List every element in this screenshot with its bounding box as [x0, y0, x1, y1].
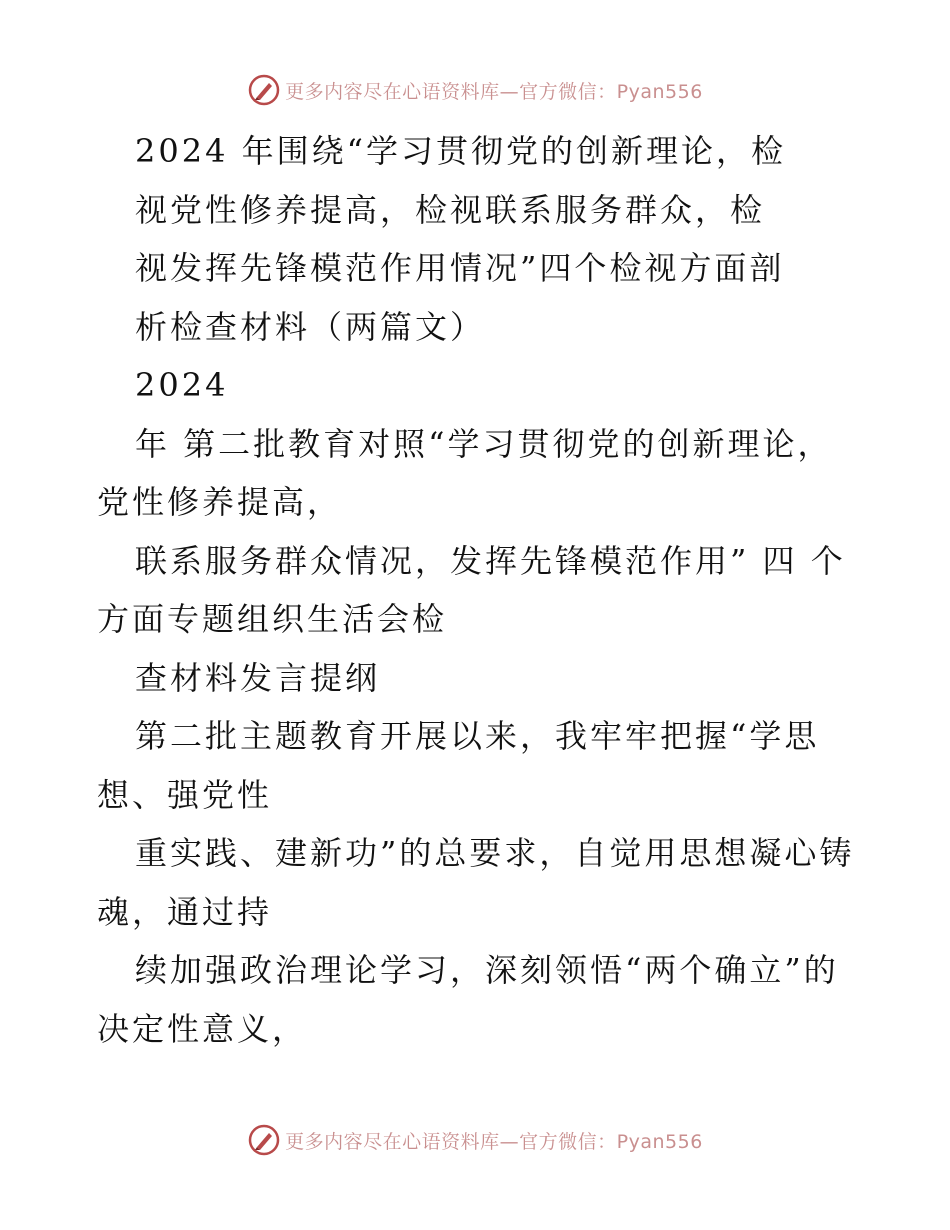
watermark-footer: [0, 1120, 950, 1160]
text-line: 年 第二批教育对照“学习贯彻党的创新理论，: [135, 424, 833, 463]
text-line: 2024 年围绕“学习贯彻党的创新理论，检: [135, 132, 786, 170]
text-line: 联系服务群众情况，发挥先锋模范作用” 四 个: [135, 541, 846, 580]
text-line: 续加强政治理论学习，深刻领悟“两个确立”的: [135, 951, 839, 989]
text-line: 方面专题组织生活会检: [97, 600, 448, 638]
watermark-text: 更多内容尽在心语资料库—官方微信：Pyan556: [285, 80, 703, 103]
text-line: 想、强党性: [97, 775, 273, 814]
text-line: 查材料发言提纲: [135, 658, 381, 697]
text-line: 第二批主题教育开展以来，我牢牢把握“学思: [135, 717, 820, 755]
document-body: [97, 122, 857, 1058]
watermark-text: 更多内容尽在心语资料库—官方微信：Pyan556: [285, 1130, 703, 1153]
pen-nib-logo-icon: [247, 1123, 281, 1157]
text-line: 视发挥先锋模范作用情况”四个检视方面剖: [135, 249, 785, 287]
text-line: 析检查材料（两篇文）: [135, 307, 486, 346]
watermark-header: [0, 70, 950, 110]
text-line: 重实践、建新功”的总要求，自觉用思想凝心铸: [135, 834, 855, 872]
pen-nib-logo-icon: [247, 73, 281, 107]
text-line: 2024: [135, 366, 229, 404]
text-line: 党性修养提高，: [97, 483, 343, 521]
text-line: 视党性修养提高，检视联系服务群众，检: [135, 190, 766, 229]
text-line: 魂，通过持: [97, 892, 273, 931]
text-line: 决定性意义，: [97, 1009, 308, 1048]
